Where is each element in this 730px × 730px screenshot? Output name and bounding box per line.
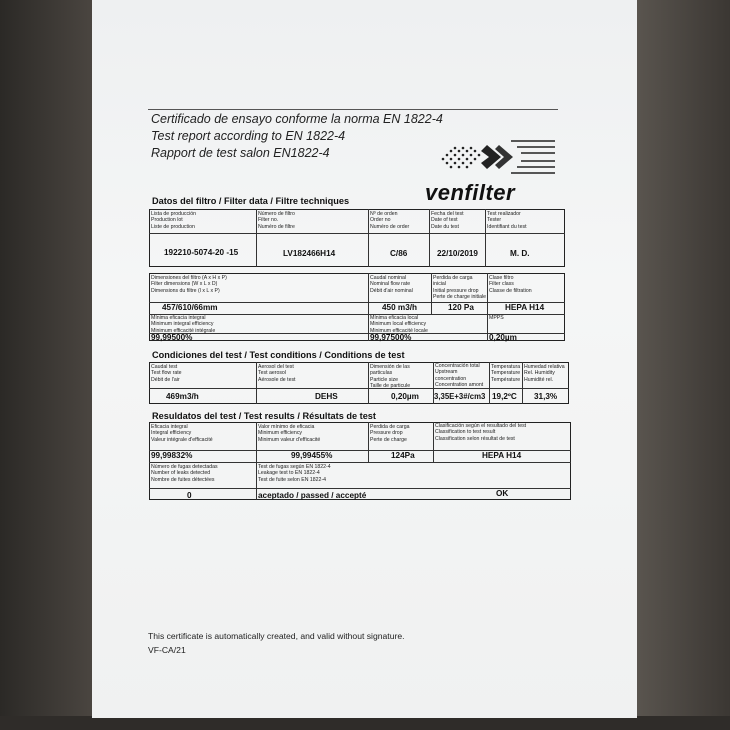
table-divider [368, 362, 369, 404]
filter-mesh-icon [437, 137, 559, 177]
table-divider [429, 209, 430, 267]
value-filter-class: HEPA H14 [505, 303, 545, 312]
label-filter-class: Clase filtro Filter class Classe de filtration [489, 275, 532, 294]
value-test-aerosol: DEHS [315, 392, 338, 401]
label-date-of-test: Fecha del test Date of test Date du test [431, 211, 464, 230]
value-date-of-test: 22/10/2019 [437, 249, 478, 258]
value-nominal-flow: 450 m3/h [382, 303, 418, 312]
label-leakage-test: Test de fugas según EN 1822-4 Leakage test to EN 1822-4 Test de fuite selon EN 1822-4 [258, 464, 331, 483]
value-integral-efficiency: 99,99832% [151, 451, 193, 460]
value-filter-dimensions: 457/610/66mm [162, 303, 218, 312]
table-divider [368, 422, 369, 462]
header-title-es: Certificado de ensayo conforme la norma EN 1822-4 [151, 112, 443, 126]
value-leaks-detected: 0 [187, 491, 192, 500]
value-leakage-test: aceptado / passed / accepté [258, 491, 367, 500]
table-divider [149, 388, 569, 389]
value-particle-size: 0,20µm [391, 392, 419, 401]
table-divider [431, 273, 432, 315]
table-divider [433, 422, 434, 462]
footer-note: This certificate is automatically created, and valid without signature. [148, 631, 405, 641]
value-order-no: C/86 [390, 249, 408, 258]
background-right [635, 0, 730, 730]
value-upstream-concentration: 3,35E+3#/cm3 [434, 392, 486, 401]
label-test-aerosol: Aerosol del test Test aerosol Aérosole de test [258, 364, 296, 383]
value-mpps: 0,20µm [489, 333, 517, 342]
label-minimum-efficiency: Valor mínimo de eficacia Minimum efficiency Minimum valeur d'efficacité [258, 424, 321, 443]
label-filter-no: Número de filtro Filter no. Numéro de filtre [258, 211, 295, 230]
label-initial-pressure-drop: Perdida de carga inicial Initial pressure drop Perte de charge initiale [433, 275, 487, 301]
label-production-lot: Lista de producción Production lot Liste de production [151, 211, 196, 230]
label-temperature: Temperatura Temperature Température [491, 364, 521, 383]
value-relative-humidity: 31,3% [534, 392, 558, 401]
value-leakage-result: OK [496, 489, 509, 498]
label-particle-size: Dimensión de las particulas Particle size Taille de particule [370, 364, 411, 390]
value-classification: HEPA H14 [482, 451, 522, 460]
table-divider [487, 273, 488, 341]
background-bottom [0, 716, 730, 730]
label-upstream-concentration: Concentración total Upstream concentration Concentration amont [435, 363, 484, 389]
label-nominal-flow: Caudal nominal Nominal flow rate Débit d'air nominal [370, 275, 413, 294]
table-divider [256, 209, 257, 267]
label-pressure-drop: Perdida de carga Pressure drop Perte de charge [370, 424, 410, 443]
label-min-local-efficiency: Mínima eficacia local Minimum local efficiency Minimum efficacité locale [370, 315, 428, 334]
table-divider [368, 209, 369, 267]
section-title-test-conditions: Condiciones del test / Test conditions / Conditions de test [152, 350, 405, 360]
table-divider [149, 462, 571, 463]
value-filter-no: LV182466H14 [283, 249, 336, 258]
header-rule [148, 109, 558, 110]
table-divider [522, 362, 523, 404]
header-title-en: Test report according to EN 1822-4 [151, 129, 346, 143]
label-mpps: MPPS [489, 315, 504, 321]
footer-code: VF-CA/21 [148, 645, 186, 655]
table-divider [489, 362, 490, 404]
section-title-filter-data: Datos del filtro / Filter data / Filtre techniques [152, 196, 350, 206]
label-order-no: Nº de orden Order no Numéro de order [370, 211, 410, 230]
table-divider [368, 273, 369, 341]
label-test-flow-rate: Caudal test Test flow rate Débit de l'air [151, 364, 182, 383]
label-leaks-detected: Número de fugas detectadas Number of leaks detected Nombre de fuites détectées [151, 464, 218, 483]
value-min-integral-efficiency: 99,99500% [151, 333, 193, 342]
value-min-local-efficiency: 99,97500% [370, 333, 412, 342]
brand-logo: venfilter [425, 180, 516, 205]
header-title-fr: Rapport de test salon EN1822-4 [151, 146, 330, 160]
table-divider [485, 209, 486, 267]
value-test-flow-rate: 469m3/h [166, 392, 199, 401]
label-filter-dimensions: Dimensiones del filtro (A x H x P) Filter dimensions (W x L x D) Dimensions du filtre (l x L x P) [151, 275, 227, 294]
background-left [0, 0, 92, 730]
label-classification: Clasificación según el resultado del test Classification to test result Classification selon résultat de test [435, 423, 527, 442]
value-tester: M. D. [510, 249, 530, 258]
value-temperature: 19,2ºC [492, 392, 517, 401]
value-production-lot: 192210-5074-20 -15 [164, 248, 239, 257]
table-divider [256, 362, 257, 404]
value-minimum-efficiency: 99,99455% [291, 451, 333, 460]
table-divider [149, 233, 565, 234]
section-title-test-results: Resuldatos del test / Test results / Résultats de test [152, 411, 376, 421]
label-integral-efficiency: Eficacia integral Integral efficiency Valeur intégrale d'efficacité [151, 424, 213, 443]
label-min-integral-efficiency: Mínima eficacia integral Minimum integral efficiency Minimum efficacité intégrale [151, 315, 216, 334]
label-tester: Test realizador Tester Identifiant du test [487, 211, 527, 230]
label-relative-humidity: Humedad relativa Rel. Humidity Humidité rel. [524, 364, 565, 383]
value-pressure-drop: 124Pa [391, 451, 415, 460]
value-initial-pressure-drop: 120 Pa [448, 303, 474, 312]
